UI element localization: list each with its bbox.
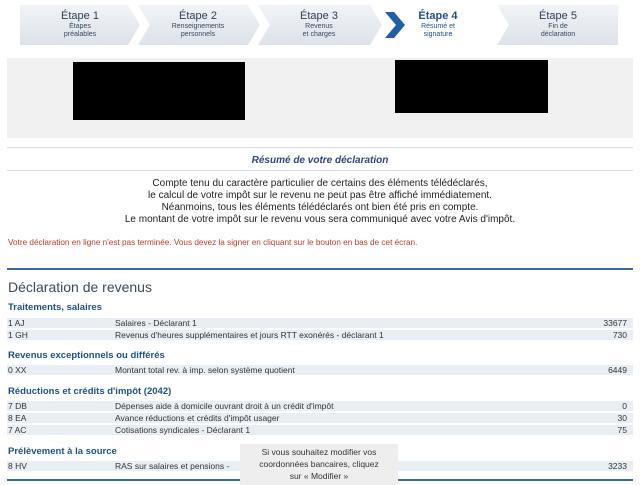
step-4-sub2: signature [423,31,453,38]
row-code: 0 XX [8,365,27,375]
section-title-reductions: Réductions et crédits d'impôt (2042) [8,386,172,397]
step-5-title: Étape 5 [539,10,577,22]
tooltip-line: Si vous souhaitez modifier vos [261,447,377,457]
redacted-block [73,62,245,120]
row-code: 7 AC [8,425,27,435]
row-value: 0 [622,401,627,411]
row-label: Cotisations syndicales - Déclarant 1 [115,425,251,435]
info-message [0,178,640,226]
table-row [7,318,633,328]
section-rule [7,268,633,270]
row-label: RAS sur salaires et pensions - [115,461,230,471]
row-code: 1 AJ [8,318,25,328]
current-step-arrow-icon [383,12,407,38]
step-2-title: Étape 2 [179,10,217,22]
step-3-sub1: Revenus [305,23,333,30]
step-2[interactable] [148,5,248,45]
section-title-traitements: Traitements, salaires [8,302,102,313]
section-title-prelevement: Prélèvement à la source [8,446,117,457]
row-code: 8 HV [8,461,27,471]
declaration-title: Déclaration de revenus [8,279,152,295]
row-value: 30 [617,413,627,423]
divider [7,147,633,148]
step-3-sub2: et charges [302,31,336,38]
row-label: Revenus d'heures supplémentaires et jours RTT exonérés - déclarant 1 [115,330,384,340]
table-row [7,413,633,423]
step-1-sub2: préalables [63,31,97,38]
row-label: Salaires - Déclarant 1 [115,318,197,328]
info-line: Néanmoins, tous les éléments télédéclarés ont bien été pris en compte. [161,202,479,213]
row-code: 7 DB [8,401,27,411]
step-3[interactable] [268,5,370,45]
row-value: 3233 [608,461,627,471]
warning-message: Votre déclaration en ligne n'est pas terminée. Vous devez la signer en cliquant sur le bouton en bas de cet écran. [8,238,418,247]
section-title-exceptionnels: Revenus exceptionnels ou différés [8,350,165,361]
tooltip-line: coordonnées bancaires, cliquez [259,459,379,469]
row-label: Montant total rev. à imp. selon système quotient [115,365,295,375]
summary-title: Résumé de votre déclaration [251,155,389,166]
row-value: 730 [612,330,627,340]
row-label: Dépenses aide à domicile ouvrant droit à un crédit d'impôt [115,401,334,411]
tooltip-line: sur « Modifier » [289,471,349,481]
step-2-sub1: Renseignements [171,23,225,30]
info-line: Compte tenu du caractère particulier de certains des éléments télédéclarés, [152,178,488,189]
info-line: le calcul de votre impôt sur le revenu ne peut pas être affiché immédiatement. [148,190,492,201]
row-code: 8 EA [8,413,27,423]
modify-bank-details-tooltip [240,444,398,485]
step-2-sub2: personnels [180,31,216,38]
steps-progress-bar [0,0,640,50]
table-row [7,401,633,411]
step-3-title: Étape 3 [300,10,338,22]
step-5-sub2: déclaration [540,31,576,38]
step-1-title: Étape 1 [61,10,99,22]
step-5-sub1: Fin de [548,23,568,30]
step-1-sub1: Étapes [69,23,91,30]
step-5 [505,5,611,45]
row-value: 33677 [603,318,627,328]
row-label: Avance réductions et crédits d'impôt usager [115,413,280,423]
row-value: 75 [617,425,627,435]
row-value: 6449 [608,365,627,375]
step-4 [405,5,471,45]
table-row [7,330,633,340]
table-row [7,365,633,375]
divider [7,170,633,171]
info-line: Le montant de votre impôt sur le revenu vous sera communiqué avec votre Avis d'impôt. [124,214,516,225]
table-row [7,425,633,435]
step-1[interactable] [30,5,130,45]
redacted-block [395,60,548,113]
step-4-title: Étape 4 [418,10,458,22]
step-4-sub1: Résumé et [421,23,455,30]
row-code: 1 GH [8,330,28,340]
